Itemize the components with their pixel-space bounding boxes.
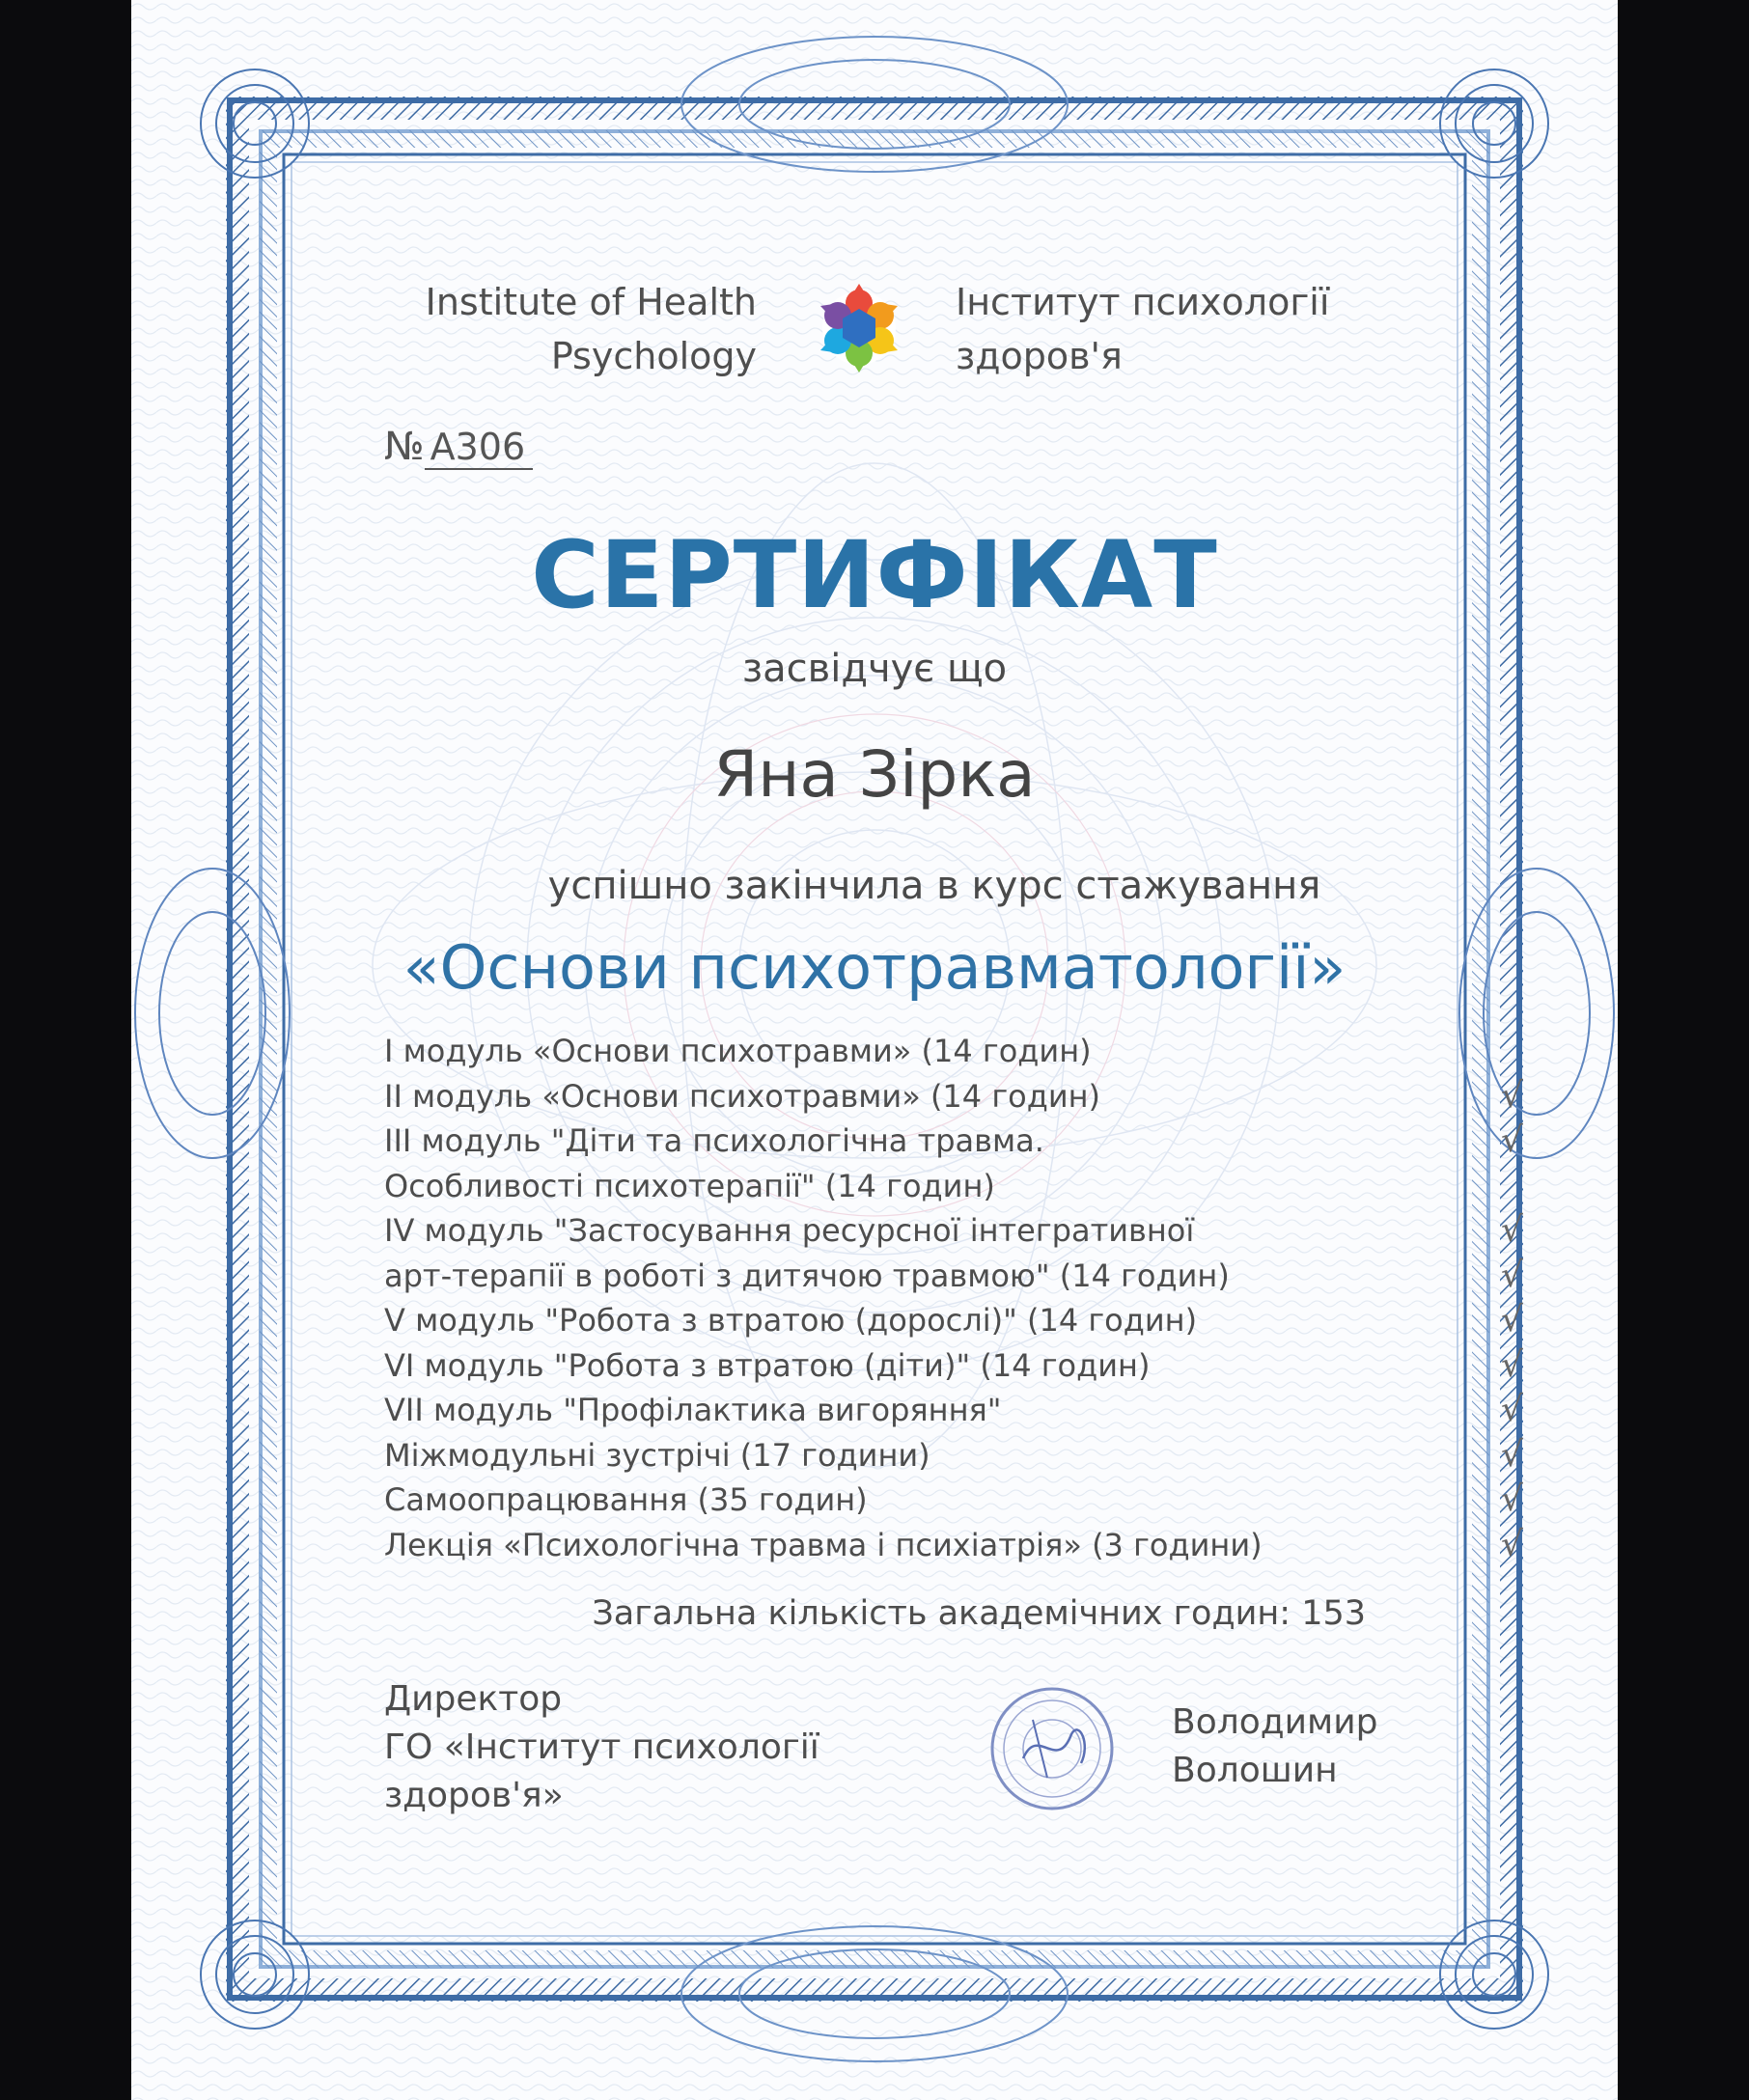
recipient-name: Яна Зірка xyxy=(713,737,1036,812)
certificate-number-value: А306 xyxy=(425,426,534,470)
check-mark-icon: √ xyxy=(1501,1390,1523,1429)
total-hours: Загальна кількість академічних годин: 153 xyxy=(592,1594,1366,1633)
module-text: ІV модуль "Застосування ресурсної інтегративної xyxy=(384,1212,1195,1249)
institute-name-en-line1: Institute of Health xyxy=(425,281,757,323)
module-row xyxy=(384,1074,1523,1119)
module-row xyxy=(384,1029,1523,1074)
module-row xyxy=(384,1523,1523,1568)
institute-name-ua-line2: здоров'я xyxy=(956,335,1123,377)
course-title: «Основи психотравматології» xyxy=(403,932,1346,1003)
completion-text: успішно закінчила в курс стажування xyxy=(547,864,1321,908)
check-mark-icon: √ xyxy=(1501,1344,1523,1385)
director-position xyxy=(384,1675,819,1820)
module-row xyxy=(384,1119,1523,1164)
certificate-number xyxy=(384,425,533,470)
institute-name-en xyxy=(409,275,757,383)
signer-last-name: Волошин xyxy=(1172,1751,1338,1790)
module-text: ІІІ модуль "Діти та психологічна травма. xyxy=(384,1122,1044,1159)
signer-name xyxy=(1172,1699,1377,1795)
module-text: VII модуль "Профілактика вигоряння" xyxy=(384,1392,1002,1428)
check-mark-icon: √ xyxy=(1501,1075,1523,1116)
module-row xyxy=(384,1478,1523,1523)
module-list xyxy=(384,1029,1523,1567)
check-mark-icon: √ xyxy=(1501,1120,1523,1160)
module-row xyxy=(384,1343,1523,1389)
check-mark-icon: √ xyxy=(1501,1210,1523,1250)
check-mark-icon: √ xyxy=(1501,1479,1523,1519)
certificate-sheet xyxy=(131,0,1618,2100)
institute-name-ua xyxy=(956,275,1329,383)
module-text: Міжмодульні зустрічі (17 години) xyxy=(384,1436,930,1474)
director-position-line3: здоров'я» xyxy=(384,1776,564,1815)
module-text: арт-терапії в роботі з дитячою травмою" (14 годин) xyxy=(384,1257,1230,1294)
module-text: ІІ модуль «Основи психотравми» (14 годин) xyxy=(384,1077,1101,1115)
certifies-text: засвідчує що xyxy=(741,647,1008,691)
module-text: Особливості психотерапії" (14 годин) xyxy=(384,1167,995,1204)
module-text: V модуль "Робота з втратою (дорослі)" (14 годин) xyxy=(384,1302,1198,1339)
institute-name-ua-line1: Інститут психології xyxy=(956,281,1330,323)
module-row xyxy=(384,1388,1523,1433)
module-row xyxy=(384,1254,1523,1299)
check-mark-icon: √ xyxy=(1501,1434,1523,1475)
director-position-line2: ГО «Інститут психології xyxy=(384,1727,819,1767)
module-text: Самоопрацювання (35 годин) xyxy=(384,1481,868,1518)
certificate-title: СЕРТИФІКАТ xyxy=(531,521,1218,629)
module-row xyxy=(384,1164,1523,1209)
director-position-line1: Директор xyxy=(384,1679,563,1719)
module-text: VI модуль "Робота з втратою (діти)" (14 годин) xyxy=(384,1346,1151,1384)
signer-first-name: Володимир xyxy=(1172,1702,1378,1742)
check-mark-icon: √ xyxy=(1501,1300,1523,1340)
number-sign: № xyxy=(384,425,425,469)
module-text: Лекція «Психологічна травма і психіатрія» (3 години) xyxy=(384,1526,1263,1563)
module-row xyxy=(384,1298,1523,1343)
check-mark-icon: √ xyxy=(1501,1524,1523,1564)
module-row xyxy=(384,1208,1523,1254)
check-mark-icon: √ xyxy=(1501,1255,1523,1295)
institute-name-en-line2: Psychology xyxy=(550,335,757,377)
module-row xyxy=(384,1433,1523,1478)
module-text: І модуль «Основи психотравми» (14 годин) xyxy=(384,1033,1092,1069)
